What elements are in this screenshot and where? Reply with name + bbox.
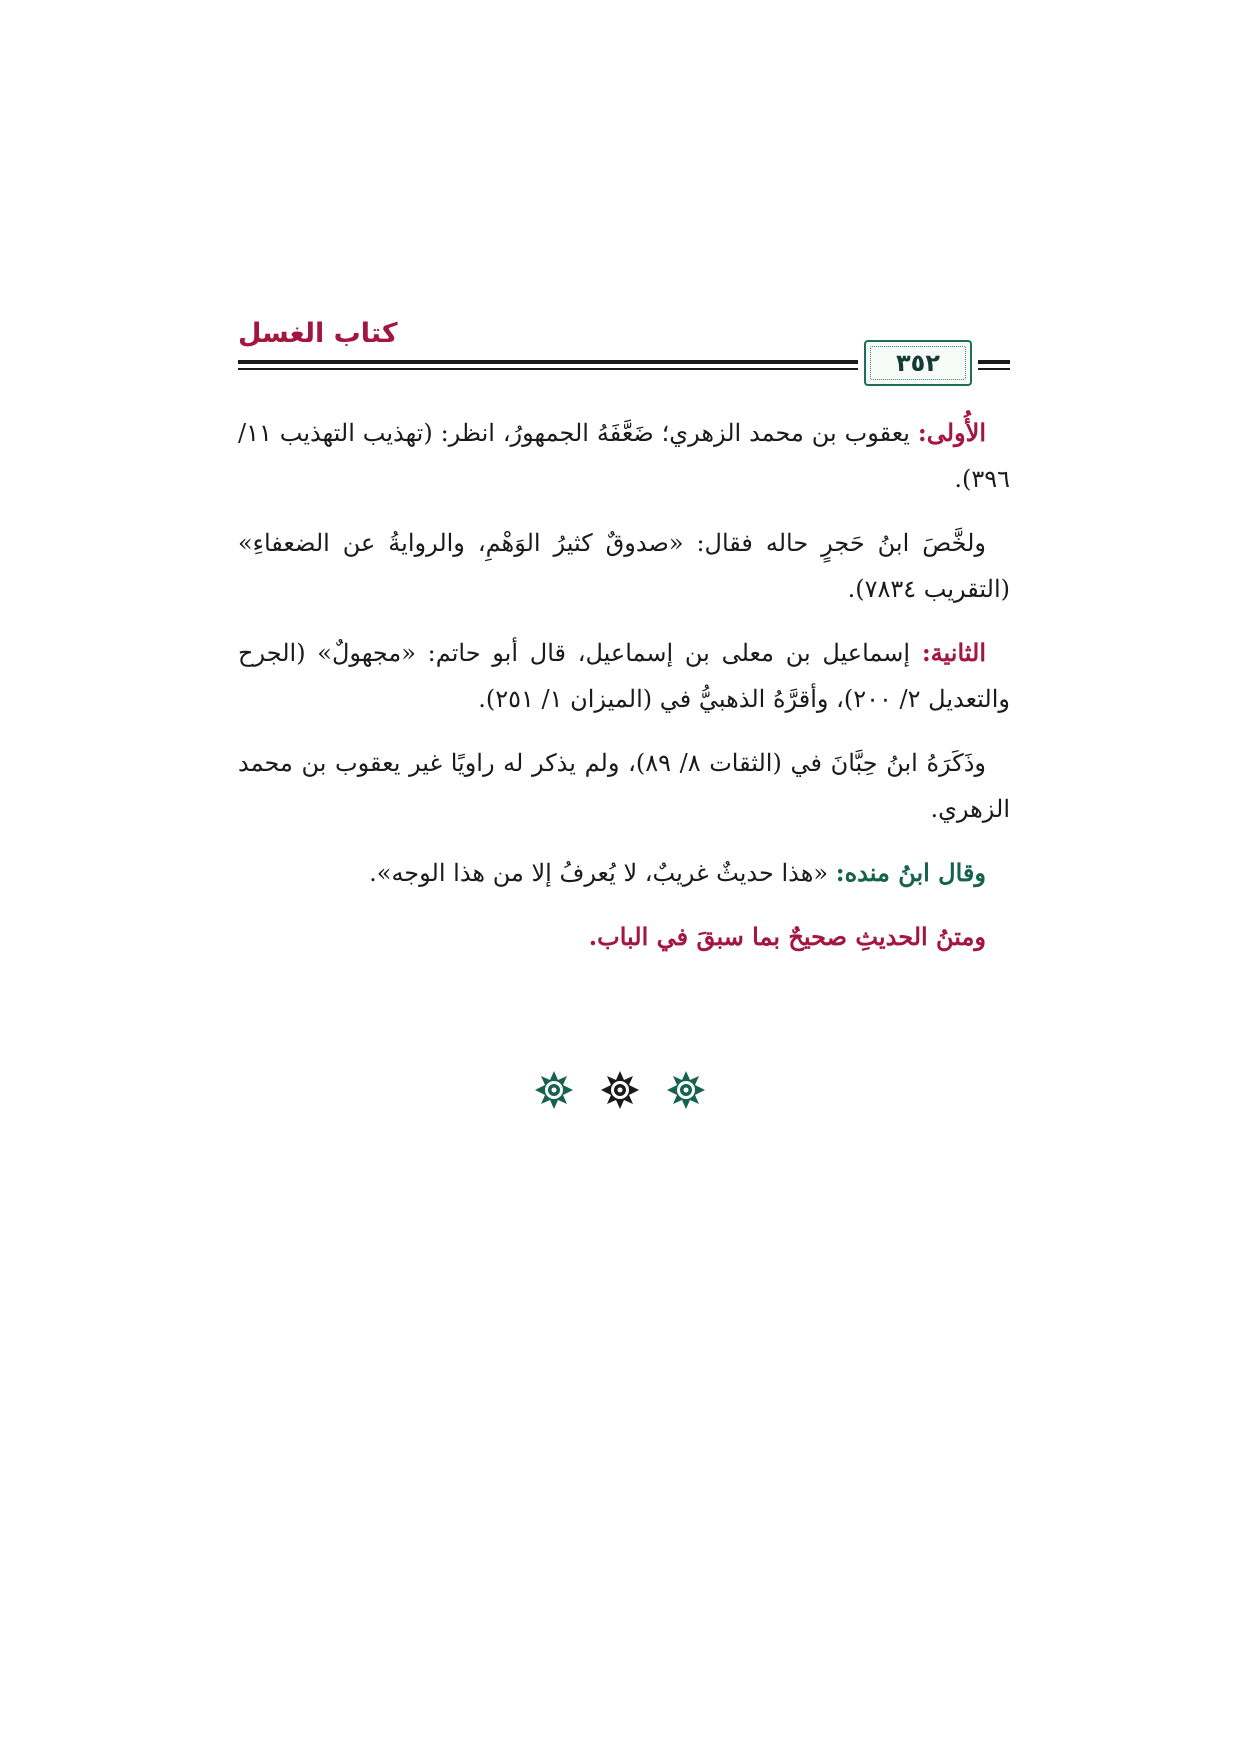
paragraph-text: وذَكَرَهُ ابنُ حِبَّانَ في (الثقات ٨/ ٨٩)، ولم يذكر له راويًا غير يعقوب بن محمد الزهري. [238, 749, 1010, 823]
page-number-frame [864, 340, 972, 386]
label-second: الثانية: [921, 638, 986, 667]
label-ibn-mandah: وقال ابنُ منده: [835, 858, 986, 887]
conclusion-text: ومتنُ الحديثِ صحيحٌ بما سبقَ في الباب. [588, 922, 986, 951]
paragraph-ibn-hibban [238, 740, 1010, 832]
header-rule-thick [238, 360, 858, 364]
header-rule-thin [238, 368, 858, 370]
header-rule-right-thick [978, 360, 1010, 364]
label-first: الأُولى: [917, 418, 986, 447]
paragraph-text: ولخَّصَ ابنُ حَجرٍ حاله فقال: «صدوقٌ كثيرُ الوَهْمِ، والروايةُ عن الضعفاءِ» (التقريب ٧٨٣٤). [238, 529, 1010, 603]
star-ornament-icon [534, 1070, 574, 1110]
star-ornament-icon [600, 1070, 640, 1110]
paragraph-conclusion [238, 914, 1010, 960]
paragraph-ibn-hajar [238, 520, 1010, 612]
page-number: ٣٥٢ [896, 349, 940, 377]
paragraph-text: «هذا حديثٌ غريبٌ، لا يُعرفُ إلا من هذا الوجه». [369, 859, 836, 887]
paragraph-ibn-mandah [238, 850, 1010, 896]
section-end-ornaments [0, 1070, 1240, 1120]
paragraph-text: إسماعيل بن معلى بن إسماعيل، قال أبو حاتم: «مجهولٌ» (الجرح والتعديل ٢/ ٢٠٠)، وأقرَّهُ الذهبيُّ في (الميزان ١/ ٢٥١). [238, 639, 1010, 713]
page-header [238, 318, 1010, 388]
paragraph-second-narrator [238, 630, 1010, 722]
chapter-title: كتاب الغسل [238, 318, 398, 349]
body-text [238, 410, 1010, 978]
paragraph-first-narrator [238, 410, 1010, 502]
paragraph-text: يعقوب بن محمد الزهري؛ ضَعَّفَهُ الجمهورُ، انظر: (تهذيب التهذيب ١١/ ٣٩٦). [238, 419, 1010, 493]
header-rule-right-thin [978, 368, 1010, 370]
star-ornament-icon [666, 1070, 706, 1110]
